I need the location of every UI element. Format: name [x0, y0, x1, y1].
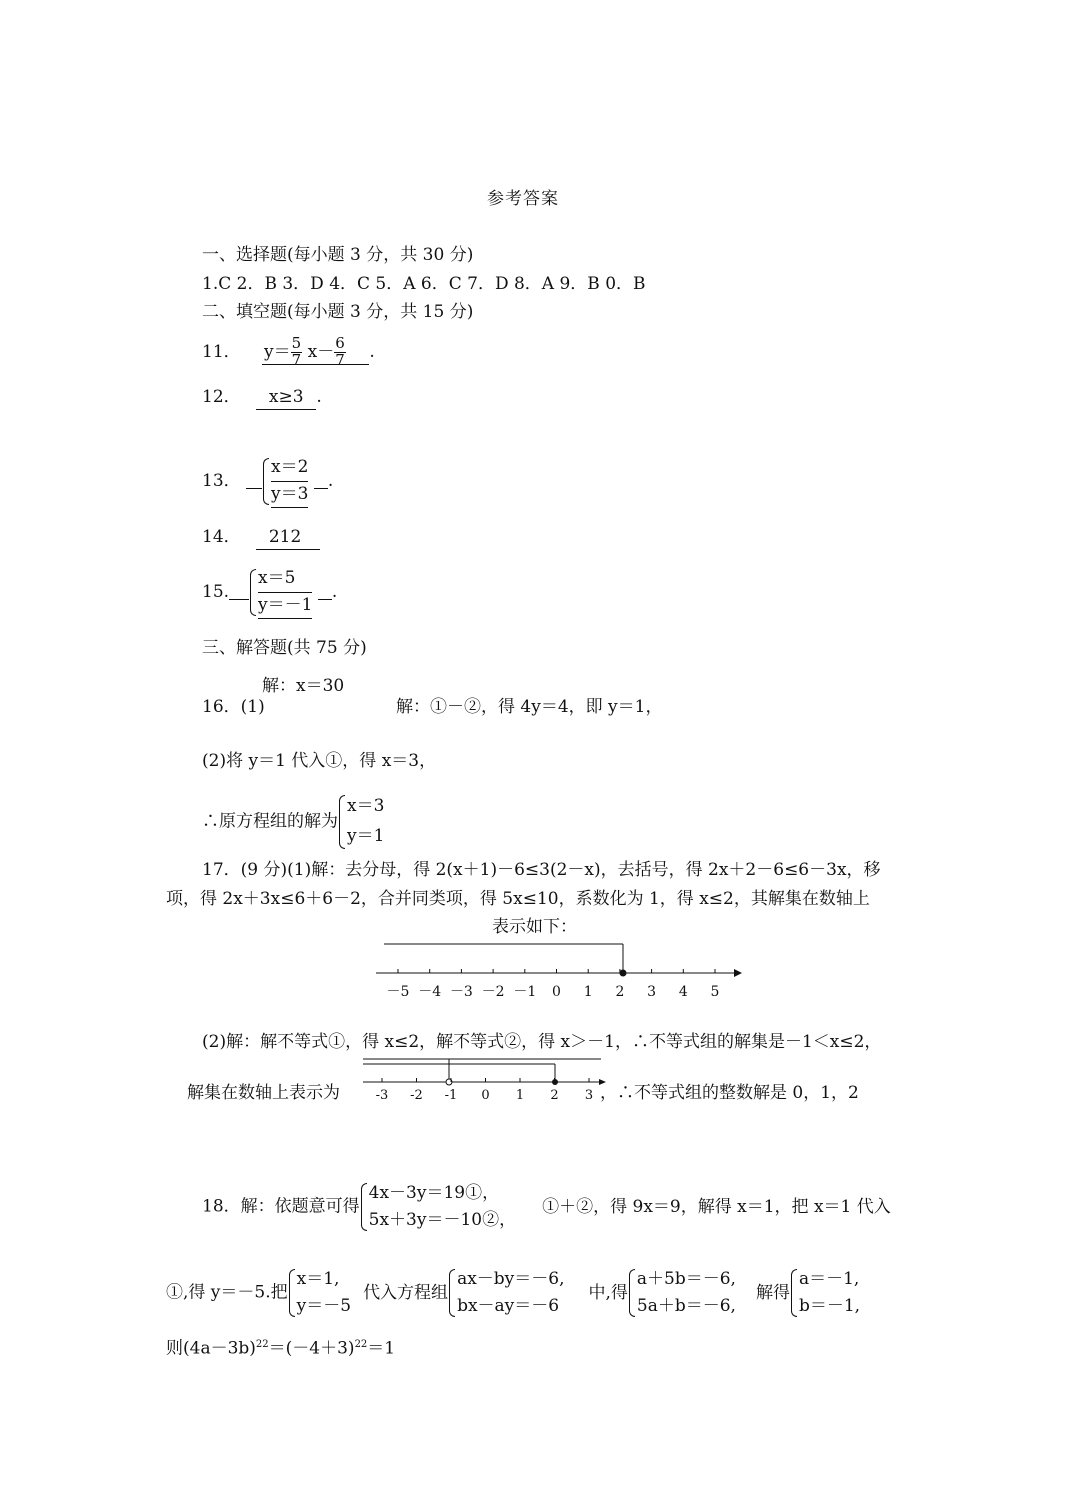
q18-sys1-row1: 4x－3y＝19①，	[368, 1183, 500, 1203]
q12-end: .	[316, 387, 322, 407]
q16-solution-1: 解：x＝30	[262, 676, 345, 696]
q11-end: .	[369, 341, 375, 362]
axis-tick-label: -3	[375, 1088, 389, 1103]
q11-number: 11．	[202, 341, 241, 362]
q14-answer	[256, 527, 319, 550]
section1-answers: 1.C 2．B 3．D 4．C 5．A 6．C 7．D 8．A 9．B 0．B	[202, 274, 646, 294]
q12-answer	[256, 387, 316, 410]
section3-heading: 三、解答题(共 75 分)	[202, 638, 367, 658]
q16-line-3	[202, 792, 384, 852]
q11-lhs: y＝	[264, 341, 291, 362]
section2-heading: 二、填空题(每小题 3 分，共 15 分)	[202, 302, 474, 322]
q15-end: .	[331, 582, 338, 602]
q13-row1: x＝2	[271, 455, 308, 482]
q18-final	[166, 1340, 395, 1358]
q18-sys5-row1: a＝－1,	[798, 1269, 860, 1289]
axis-tick-label: 0	[552, 984, 561, 1000]
axis-tick-label: －3	[449, 984, 473, 1000]
axis-tick-label: -1	[444, 1088, 458, 1103]
axis-tick-label: －2	[481, 984, 505, 1000]
number-line-2	[355, 1055, 610, 1110]
q18-sys2-row2: y＝－5	[296, 1296, 352, 1317]
q11-f2-den: 7	[335, 350, 345, 369]
q14-number: 14．	[202, 527, 241, 547]
q14	[202, 529, 320, 546]
axis-tick-label: 0	[481, 1088, 490, 1103]
q13	[202, 455, 333, 508]
q16-row1: x＝3	[347, 796, 385, 816]
axis-tick-label: －5	[386, 984, 410, 1000]
axis-tick-label: 1	[583, 984, 593, 1000]
q15-system	[249, 566, 312, 619]
q18-system-3	[448, 1266, 564, 1320]
q12-answer-text: x≥3	[268, 387, 304, 407]
q11-fraction-2	[334, 336, 346, 369]
q15	[202, 566, 337, 619]
axis-tick-label: 3	[584, 1088, 594, 1103]
q11-mid: x－	[307, 341, 335, 362]
q18-sys5-row2: b＝－1,	[798, 1296, 861, 1317]
axis-tick-label: 4	[678, 984, 688, 1000]
q18-text5: 解得	[755, 1282, 790, 1303]
q13-system	[262, 455, 308, 508]
q15-row2: y＝－1	[258, 593, 312, 620]
q18-text1: ①＋②，得 9x＝9，解得 x＝1，把 x＝1 代入	[542, 1196, 891, 1217]
q16-solution-2: 解：①－②，得 4y＝4，即 y＝1，	[396, 697, 663, 717]
q11	[202, 336, 375, 369]
q18-line-2	[166, 1266, 860, 1320]
q16-row2: y＝1	[347, 825, 385, 846]
q18-final-exp2: 22	[354, 1339, 368, 1350]
axis-tick-label: 2	[550, 1088, 559, 1103]
number-line-1	[370, 940, 750, 1010]
q18-final-exp1: 22	[255, 1339, 269, 1350]
q18-sys4-row2: 5a＋b＝－6,	[636, 1296, 736, 1317]
q13-end: .	[327, 471, 334, 491]
q18-sys4-row1: a＋5b＝－6,	[636, 1269, 736, 1289]
q17-part2-prefix: 解集在数轴上表示为	[187, 1083, 340, 1103]
q15-row1: x＝5	[258, 566, 312, 593]
axis-tick-label: -2	[410, 1088, 423, 1103]
q18-line-1	[202, 1180, 891, 1234]
axis-tick-label: －1	[513, 984, 537, 1000]
q16-label: 16．(1)	[202, 697, 265, 717]
q16-line-2: (2)将 y＝1 代入①，得 x＝3，	[202, 751, 437, 771]
q18-final-mid: ＝(－4＋3)	[268, 1338, 355, 1359]
section1-heading: 一、选择题(每小题 3 分，共 30 分)	[202, 245, 474, 265]
q11-fraction-1	[291, 336, 303, 369]
axis-1-arrow	[734, 969, 742, 977]
axis-tick-label: 1	[515, 1088, 525, 1103]
q17-line-1: 17．(9 分)(1)解：去分母，得 2(x＋1)－6≤3(2－x)，去括号，得 2x＋2－6≤6－3x，移	[202, 860, 881, 880]
q18-prefix: 18．解：依题意可得	[202, 1196, 360, 1217]
q12-number: 12．	[202, 387, 241, 407]
q16-system	[338, 792, 384, 852]
page-title: 参考答案	[487, 189, 559, 209]
q11-f1-den: 7	[291, 350, 302, 369]
q18-sys2-row1: x＝1,	[296, 1269, 340, 1289]
axis-tick-label: －4	[418, 984, 442, 1000]
q18-sys3-row1: ax－by＝－6,	[457, 1269, 565, 1289]
solution-endpoint-dot-1	[620, 970, 627, 977]
q14-answer-text: 212	[268, 527, 302, 547]
q13-number: 13．	[202, 471, 241, 491]
q18-sys3-row2: bx－ay＝－6	[457, 1296, 560, 1317]
q17-part2-suffix: ，∴不等式组的整数解是 0，1，2	[600, 1083, 859, 1103]
q18-text2: ①,得 y＝－5.把	[166, 1282, 288, 1303]
q11-answer	[262, 334, 369, 369]
q17-part2-line-1: (2)解：解不等式①，得 x≤2，解不等式②，得 x＞－1，∴不等式组的解集是－1＜x≤2，	[202, 1032, 882, 1052]
axis-tick-label: 3	[647, 984, 657, 1000]
q12	[202, 389, 322, 406]
q18-final-base: 则(4a－3b)	[166, 1338, 256, 1359]
q17-line-2: 项，得 2x＋3x≤6＋6－2，合并同类项，得 5x≤10，系数化为 1，得 x≤2，其解集在数轴上	[166, 889, 870, 909]
q18-text4: 中,得	[588, 1282, 628, 1303]
q18-system-5	[790, 1266, 860, 1320]
q11-f1-num: 5	[291, 334, 302, 352]
q11-f2-num: 6	[335, 334, 345, 352]
q13-row2: y＝3	[271, 482, 308, 509]
axis-tick-label: 5	[710, 984, 720, 1000]
q17-line-3: 表示如下：	[492, 917, 577, 937]
q18-text3: 代入方程组	[363, 1282, 449, 1303]
q18-system-2	[288, 1266, 351, 1320]
q18-system-1	[360, 1180, 516, 1234]
q18-final-end: ＝1	[367, 1338, 396, 1359]
q16-line3-prefix: ∴原方程组的解为	[202, 811, 338, 832]
q15-number: 15.	[202, 582, 230, 602]
q18-sys1-row2: 5x＋3y＝－10②，	[368, 1210, 517, 1231]
axis-tick-label: 2	[615, 984, 625, 1000]
q18-system-4	[628, 1266, 736, 1320]
